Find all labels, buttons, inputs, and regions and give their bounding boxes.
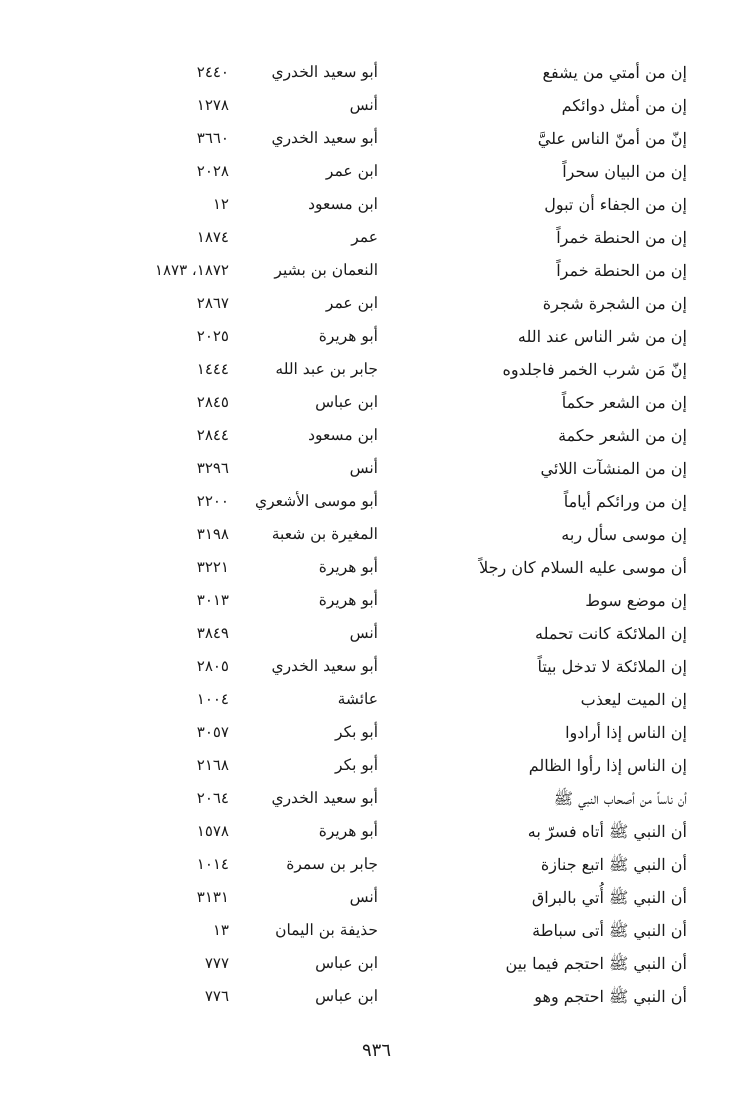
narrator: المغيرة بن شعبة — [271, 525, 378, 543]
narrator: أبو هريرة — [318, 591, 378, 609]
index-row — [0, 914, 753, 947]
hadith-text: إن من الشجرة شجرة — [542, 294, 687, 313]
narrator: أبو هريرة — [318, 558, 378, 576]
hadith-text: إن من الحنطة خمراً — [556, 228, 687, 247]
hadith-number: ٣٢٩٦ — [196, 459, 229, 477]
hadith-number: ٣١٩٨ — [196, 525, 229, 543]
hadith-number: ١٢ — [212, 195, 229, 213]
narrator: أبو سعيد الخدري — [271, 129, 378, 147]
hadith-text: إن من الحنطة خمراً — [556, 261, 687, 280]
index-row — [0, 122, 753, 155]
narrator: أنس — [349, 96, 378, 114]
page-number: ٩٣٦ — [361, 1040, 391, 1061]
narrator: ابن عباس — [315, 987, 378, 1005]
hadith-text: إن الملائكة كانت تحمله — [535, 624, 687, 643]
index-row — [0, 56, 753, 89]
narrator: أبو هريرة — [318, 822, 378, 840]
hadith-number: ٣٨٤٩ — [196, 624, 229, 642]
hadith-number: ١٣ — [212, 921, 229, 939]
hadith-text: إن موضع سوط — [585, 591, 687, 610]
hadith-number: ٧٧٧ — [204, 954, 229, 972]
narrator: أبو بكر — [335, 756, 378, 774]
hadith-text: أن النبي ﷺ احتجم وهو — [534, 987, 687, 1006]
narrator: عائشة — [337, 690, 378, 708]
index-row — [0, 584, 753, 617]
hadith-text: إن من شر الناس عند الله — [517, 327, 687, 346]
index-row — [0, 980, 753, 1013]
hadith-text: أن النبي ﷺ أتاه فسرّ به — [527, 822, 687, 841]
index-row — [0, 353, 753, 386]
narrator: أبو هريرة — [318, 327, 378, 345]
hadith-number: ٣٢٢١ — [196, 558, 229, 576]
hadith-number: ٣٠١٣ — [196, 591, 229, 609]
hadith-number: ١٨٧٢، ١٨٧٣ — [154, 261, 229, 279]
narrator: جابر بن عبد الله — [275, 360, 378, 378]
narrator: أنس — [349, 624, 378, 642]
hadith-text: إن الميت ليعذب — [580, 690, 687, 709]
index-row — [0, 650, 753, 683]
hadith-text: إن من البيان سحراً — [562, 162, 687, 181]
narrator: أنس — [349, 888, 378, 906]
index-row — [0, 485, 753, 518]
hadith-text: أن النبي ﷺ أتى سباطة — [532, 921, 687, 940]
index-row — [0, 221, 753, 254]
hadith-text: أن النبي ﷺ اتبع جنازة — [540, 855, 687, 874]
hadith-number: ٧٧٦ — [204, 987, 229, 1005]
hadith-text: أن النبي ﷺ احتجم فيما بين — [505, 954, 687, 973]
narrator: أنس — [349, 459, 378, 477]
narrator: ابن عباس — [315, 393, 378, 411]
index-row — [0, 947, 753, 980]
hadith-number: ٢٨٠٥ — [196, 657, 229, 675]
index-row — [0, 848, 753, 881]
index-row — [0, 683, 753, 716]
index-row — [0, 782, 753, 815]
hadith-number: ٢٠٦٤ — [196, 789, 229, 807]
hadith-number: ٣٠٥٧ — [196, 723, 229, 741]
index-row — [0, 155, 753, 188]
hadith-number: ٢٨٦٧ — [196, 294, 229, 312]
index-row — [0, 716, 753, 749]
narrator: ابن عمر — [325, 162, 378, 180]
hadith-text: إن الناس إذا رأوا الظالم — [528, 756, 687, 775]
index-row — [0, 320, 753, 353]
index-row — [0, 749, 753, 782]
hadith-text: إنّ من أمنّ الناس عليَّ — [537, 129, 687, 148]
index-row — [0, 452, 753, 485]
narrator: النعمان بن بشير — [274, 261, 378, 279]
hadith-text: أن النبي ﷺ أُتي بالبراق — [531, 888, 687, 907]
hadith-number: ٢١٦٨ — [196, 756, 229, 774]
narrator: ابن عمر — [325, 294, 378, 312]
hadith-text: إن من المنشآت اللائي — [540, 459, 687, 478]
hadith-number: ٢٤٤٠ — [196, 63, 229, 81]
hadith-text: إن موسى سأل ربه — [561, 525, 687, 544]
hadith-number: ٣١٣١ — [196, 888, 229, 906]
hadith-text: إن من أمثل دوائكم — [561, 96, 687, 115]
hadith-number: ٢٠٢٨ — [196, 162, 229, 180]
hadith-index-list — [0, 56, 753, 1013]
narrator: ابن مسعود — [308, 426, 378, 444]
narrator: أبو سعيد الخدري — [271, 657, 378, 675]
hadith-text: إن الملائكة لا تدخل بيتاً — [537, 657, 687, 676]
hadith-text: إن من أمتي من يشفع — [542, 63, 687, 82]
index-row — [0, 287, 753, 320]
index-row — [0, 881, 753, 914]
hadith-number: ١٥٧٨ — [196, 822, 229, 840]
hadith-text: أن موسى عليه السلام كان رجلاً — [479, 558, 687, 577]
hadith-number: ٣٦٦٠ — [196, 129, 229, 147]
hadith-number: ١٠٠٤ — [196, 690, 229, 708]
hadith-text: إن من الشعر حكماً — [561, 393, 687, 412]
narrator: أبو موسى الأشعري — [255, 492, 378, 510]
narrator: جابر بن سمرة — [286, 855, 378, 873]
hadith-number: ٢٢٠٠ — [196, 492, 229, 510]
narrator: أبو بكر — [335, 723, 378, 741]
index-row — [0, 617, 753, 650]
hadith-text: أن ناساً من أصحاب النبي ﷺ — [553, 789, 687, 808]
hadith-number: ٢٨٤٤ — [196, 426, 229, 444]
index-row — [0, 89, 753, 122]
hadith-text: إن الناس إذا أرادوا — [565, 723, 687, 742]
index-row — [0, 188, 753, 221]
narrator: عمر — [351, 228, 378, 246]
hadith-number: ٢٠٢٥ — [196, 327, 229, 345]
narrator: ابن عباس — [315, 954, 378, 972]
index-row — [0, 518, 753, 551]
index-row — [0, 815, 753, 848]
hadith-number: ١٠١٤ — [196, 855, 229, 873]
hadith-number: ١٢٧٨ — [196, 96, 229, 114]
index-row — [0, 551, 753, 584]
hadith-text: إنّ مَن شرب الخمر فاجلدوه — [502, 360, 687, 379]
narrator: ابن مسعود — [308, 195, 378, 213]
narrator: أبو سعيد الخدري — [271, 789, 378, 807]
index-row — [0, 419, 753, 452]
hadith-number: ١٤٤٤ — [196, 360, 229, 378]
hadith-number: ٢٨٤٥ — [196, 393, 229, 411]
hadith-text: إن من ورائكم أياماً — [563, 492, 687, 511]
narrator: أبو سعيد الخدري — [271, 63, 378, 81]
index-row — [0, 386, 753, 419]
index-row — [0, 254, 753, 287]
hadith-number: ١٨٧٤ — [196, 228, 229, 246]
hadith-text: إن من الشعر حكمة — [558, 426, 687, 445]
narrator: حذيفة بن اليمان — [275, 921, 378, 939]
hadith-text: إن من الجفاء أن تبول — [544, 195, 687, 214]
